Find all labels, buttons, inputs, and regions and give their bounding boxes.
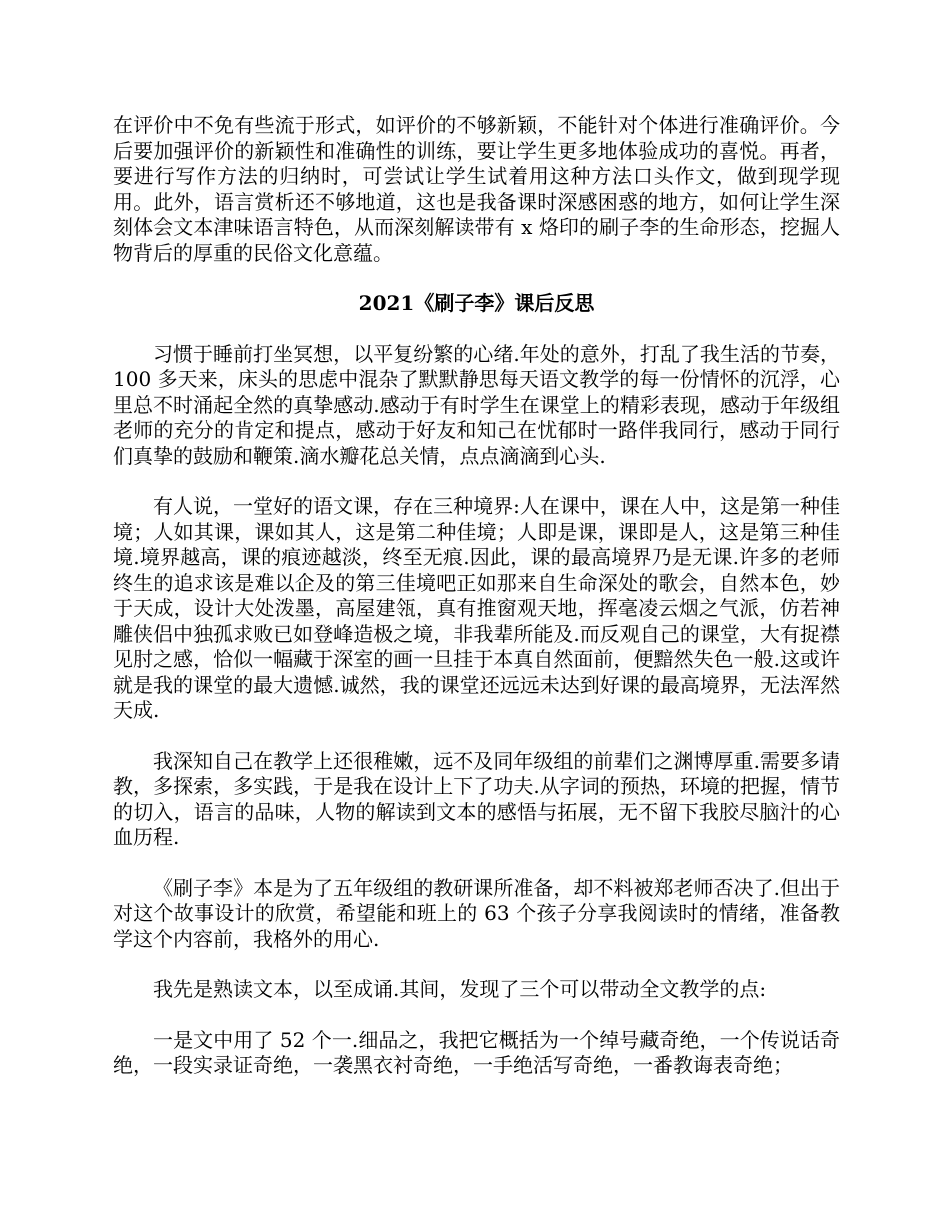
paragraph-3: 我深知自己在教学上还很稚嫩，远不及同年级组的前辈们之渊博厚重.需要多请教，多探索，多实践，于是我在设计上下了功夫.从字词的预热，环境的把握，情节的切入，语言的品味，人物的解读到文本的感悟与拓展，无不留下我胶尽脑汁的心血历程. xyxy=(113,748,840,849)
document-title: 2021《刷子李》课后反思 xyxy=(358,291,595,315)
paragraph-6: 一是文中用了 52 个一.细品之，我把它概括为一个绰号藏奇绝，一个传说话奇绝，一段实录证奇绝，一袭黑衣衬奇绝，一手绝活写奇绝，一番教诲表奇绝； xyxy=(113,1027,840,1077)
intro-paragraph: 在评价中不免有些流于形式，如评价的不够新颖，不能针对个体进行准确评价。今后要加强评价的新颖性和准确性的训练，要让学生更多地体验成功的喜悦。再者，要进行写作方法的归纳时，可尝试让学生试着用这种方法口头作文，做到现学现用。此外，语言赏析还不够地道，这也是我备课时深感困惑的地方，如何让学生深刻体会文本津味语言特色，从而深刻解读带有 x 烙印的刷子李的生命形态，挖掘人物背后的厚重的民俗文化意蕴。 xyxy=(113,113,840,265)
paragraph-2: 有人说，一堂好的语文课，存在三种境界:人在课中，课在人中，这是第一种佳境；人如其课，课如其人，这是第二种佳境；人即是课，课即是人，这是第三种佳境.境界越高，课的痕迹越淡，终至无痕.因此，课的最高境界乃是无课.许多的老师终生的追求该是难以企及的第三佳境吧正如那来自生命深处的歌会，自然本色，妙于天成，设计大处泼墨，高屋建瓴，真有推窗观天地，挥毫凌云烟之气派，仿若神雕侠侣中独孤求败已如登峰造极之境，非我辈所能及.而反观自己的课堂，大有捉襟见肘之感，恰似一幅藏于深室的画一旦挂于本真自然面前，便黯然失色一般.这或许就是我的课堂的最大遗憾.诚然，我的课堂还远远未达到好课的最高境界，无法浑然天成. xyxy=(113,494,840,722)
paragraph-4: 《刷子李》本是为了五年级组的教研课所准备，却不料被郑老师否决了.但出于对这个故事设计的欣赏，希望能和班上的 63 个孩子分享我阅读时的情绪，准备教学这个内容前，我格外的用心. xyxy=(113,875,840,951)
paragraph-1: 习惯于睡前打坐冥想，以平复纷繁的心绪.年处的意外，打乱了我生活的节奏，100 多天来，床头的思虑中混杂了默默静思每天语文教学的每一份情怀的沉浮，心里总不时涌起全然的真挚感动.感动于有时学生在课堂上的精彩表现，感动于年级组老师的充分的肯定和提点，感动于好友和知己在忧郁时一路伴我同行，感动于同行们真挚的鼓励和鞭策.滴水瓣花总关情，点点滴滴到心头. xyxy=(113,341,840,468)
document-body xyxy=(113,113,840,1104)
paragraph-5: 我先是熟读文本，以至成诵.其间，发现了三个可以带动全文教学的点: xyxy=(153,977,767,1001)
